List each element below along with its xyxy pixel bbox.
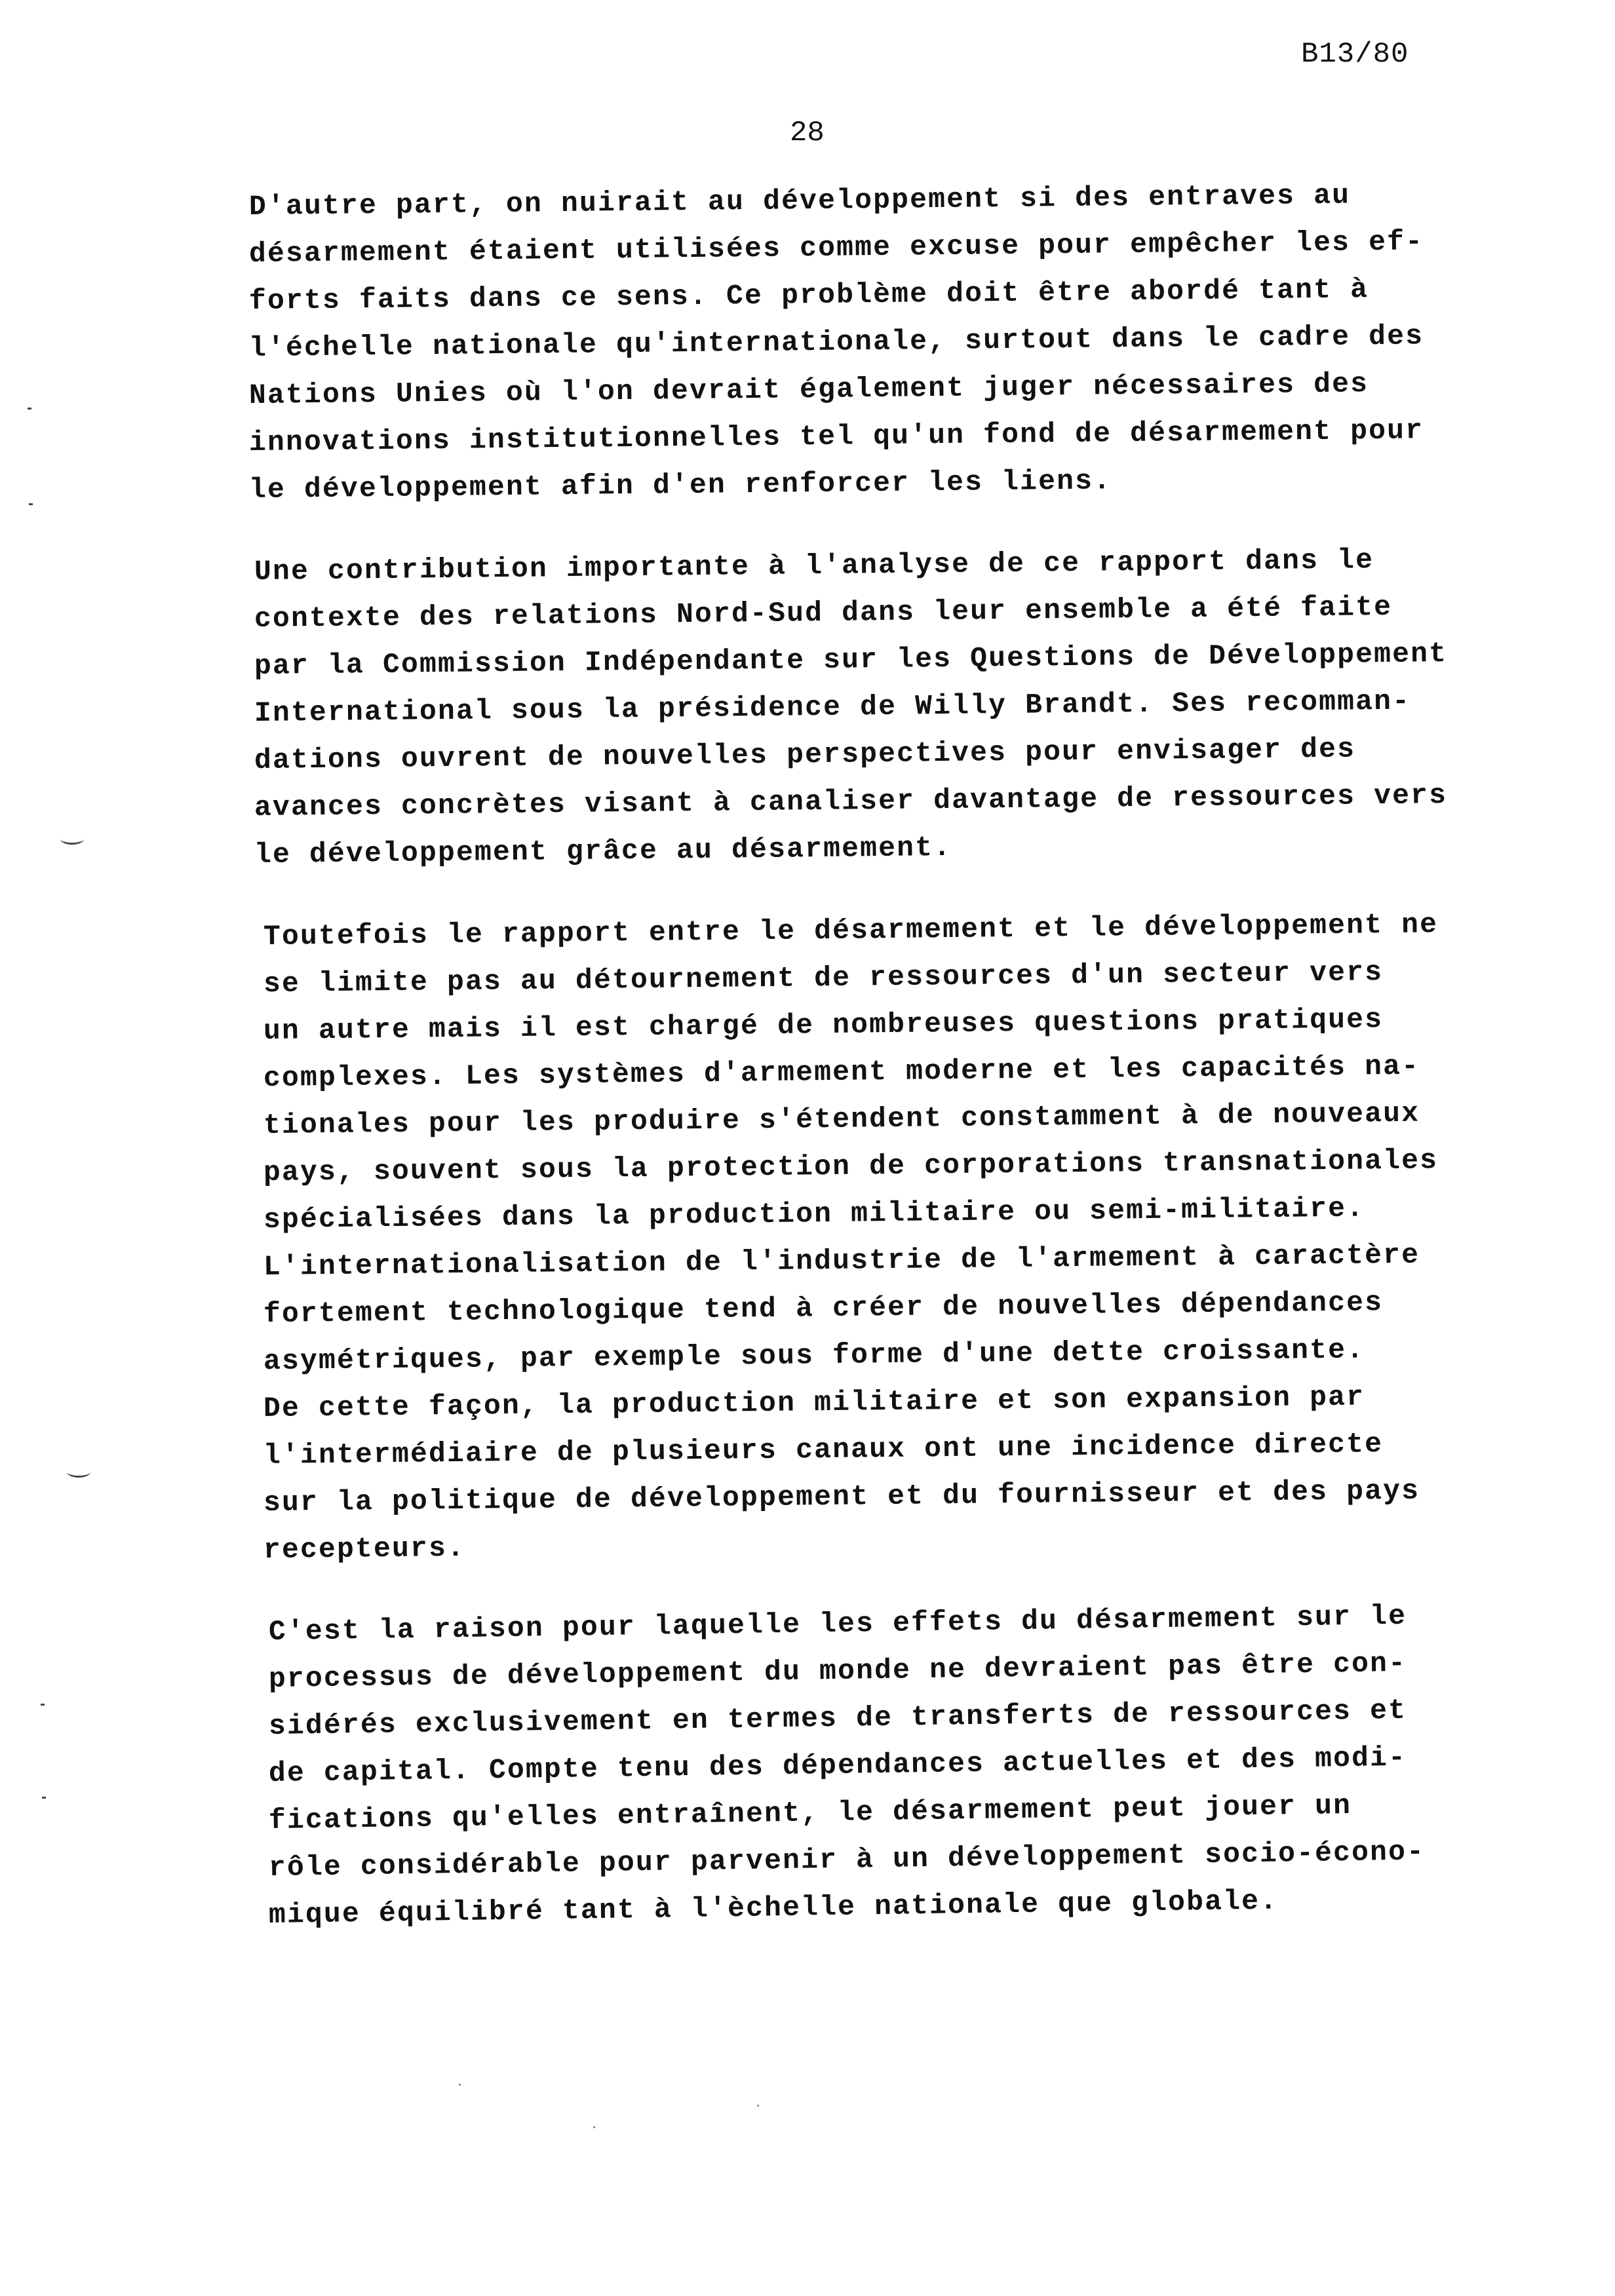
text-line: spécialisées dans la production militaire ou semi-militaire. (263, 1192, 1365, 1236)
margin-mark (42, 1797, 46, 1799)
page-number: 28 (790, 117, 825, 149)
paragraph-1 (248, 179, 1547, 514)
paragraph-3 (263, 908, 1547, 1574)
text-line: Toutefois le rapport entre le désarmement et le développement ne (263, 908, 1439, 953)
document-reference: B13/80 (1301, 38, 1409, 71)
text-line: International sous la présidence de Willy Brandt. Ses recomman- (254, 685, 1411, 729)
paragraph-4 (268, 1599, 1547, 1939)
text-line: fications qu'elles entraînent, le désarmement peut jouer un (268, 1789, 1352, 1837)
text-line: désarmement étaient utilisées comme excuse pour empêcher les ef- (248, 225, 1424, 270)
text-line: se limite pas au détournement de ressources d'un secteur vers (263, 956, 1384, 1000)
text-line: D'autre part, on nuirait au développement si des entraves au (248, 179, 1351, 223)
text-line: fortement technologique tend à créer de nouvelles dépendances (263, 1286, 1384, 1330)
text-line: pays, souvent sous la protection de corporations transnationales (263, 1144, 1439, 1189)
scan-speck (757, 2105, 759, 2107)
margin-mark (60, 833, 84, 845)
text-line: l'échelle nationale qu'internationale, surtout dans le cadre des (248, 320, 1424, 364)
text-line: mique équilibré tant à l'èchelle nationale que globale. (268, 1885, 1279, 1931)
text-line: recepteurs. (263, 1531, 466, 1566)
text-line: de capital. Compte tenu des dépendances actuelles et des modi- (268, 1741, 1407, 1789)
text-line: Une contribution importante à l'analyse de ce rapport dans le (254, 544, 1374, 588)
margin-mark (67, 1466, 90, 1478)
scan-speck (459, 2084, 461, 2086)
text-line: contexte des relations Nord-Sud dans leur ensemble a été faite (254, 590, 1393, 635)
text-line: L'internationalisation de l'industrie de l'armement à caractère (263, 1238, 1420, 1283)
text-line: tionales pour les produire s'étendent constamment à de nouveaux (263, 1097, 1420, 1141)
text-line: processus de développement du monde ne devraient pas être con- (268, 1647, 1407, 1695)
text-line: dations ouvrent de nouvelles perspectives pour envisager des (254, 733, 1356, 776)
text-line: forts faits dans ce sens. Ce problème doit être abordé tant à (248, 273, 1369, 317)
body-text (248, 179, 1547, 1974)
text-line: l'intermédiaire de plusieurs canaux ont une incidence directe (263, 1428, 1384, 1472)
margin-mark (41, 1704, 45, 1706)
text-line: De cette façon, la production militaire et son expansion par (263, 1381, 1365, 1425)
text-line: par la Commission Indépendante sur les Questions de Développement (254, 637, 1448, 682)
text-line: complexes. Les systèmes d'armement moderne et les capacités na- (263, 1050, 1420, 1094)
text-line: sidérés exclusivement en termes de transferts de ressources et (268, 1694, 1407, 1742)
text-line: asymétriques, par exemple sous forme d'une dette croissante. (263, 1333, 1365, 1377)
scan-speck (593, 2126, 595, 2128)
paragraph-2 (254, 544, 1547, 879)
text-line: rôle considérable pour parvenir à un développement socio-écono- (268, 1835, 1426, 1884)
text-line: innovations institutionnelles tel qu'un fond de désarmement pour (248, 414, 1424, 459)
text-line: avances concrètes visant à canaliser davantage de ressources vers (254, 778, 1448, 824)
text-line: sur la politique de développement et du fournisseur et des pays (263, 1474, 1420, 1519)
text-line: un autre mais il est chargé de nombreuses questions pratiques (263, 1003, 1384, 1047)
margin-mark (28, 408, 31, 410)
text-line: le développement afin d'en renforcer les liens. (248, 465, 1112, 506)
text-line: C'est la raison pour laquelle les effets du désarmement sur le (268, 1599, 1407, 1648)
text-line: le développement grâce au désarmement. (254, 831, 952, 871)
margin-mark (29, 503, 33, 505)
text-line: Nations Unies où l'on devrait également juger nécessaires des (248, 368, 1369, 411)
